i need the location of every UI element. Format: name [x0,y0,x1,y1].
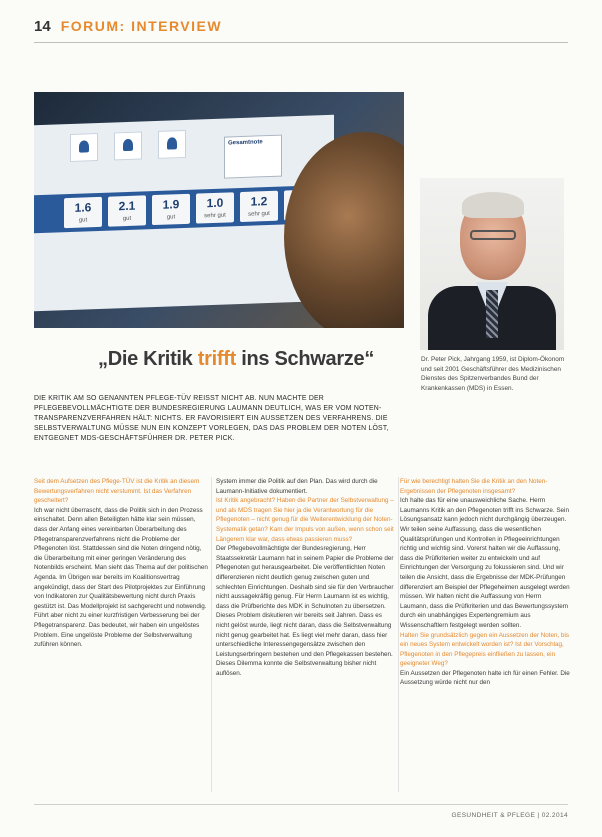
page-header [34,18,222,38]
grade-tile: 2.1 gut [108,195,146,226]
grade-tile: 1.9 gut [152,194,190,225]
portrait-caption: Dr. Peter Pick, Jahrgang 1959, ist Diplom-Ökonom und seit 2001 Geschäftsführer des Medizinischen Dienstes des Spitzenverbandes Bund der Krankenkassen (MDS) in Essen. [421,356,565,392]
footer-text: GESUNDHEIT & PFLEGE | 02.2014 [451,812,568,819]
person-icon [114,131,142,160]
article-title: „Die Kritik trifft ins Schwarze“ [98,348,375,370]
header-rule [34,42,568,43]
main-photo [34,92,404,328]
page-number: 14 [34,18,51,35]
text-column-1: Seit dem Aufsetzen des Pflege-TÜV ist die Kritik an diesem Bewertungsverfahren nicht verstummt. Ist das Verfahren gescheitert? Ich war nicht überrascht, dass die Politik sich in den Prozess einschaltet. Denn allen Beteiligten hätte klar sein müssen, dass der Anfang eines vereinbarten Überarbeitung des Pflegetransparenzverfahrens nicht die Probleme der Pflegenoten löst. Stattdessen sind die Noten dringend nötig, die Überarbeitung mit einer geringen Veränderung des Notenbilds erscheint. Man sieht das Thema auf der politischen Agenda. Im Übrigen war bereits im Koalitionsvertrag angekündigt, dass der Start des Pilotprojektes zur Einführung von Indikatoren zur Qualitätsbewertung nicht durch Praxis gestützt ist. Das Modellprojekt ist sachgerecht und notwendig. Führt aber nicht zu einer kurzfristigen Verbesserung bei der Pflegetransparenz. Das bedeutet, wir haben ein ungelöstes Problem. Eine ungelöste Probleme der Selbstverwaltung zuführen können. [34,478,208,649]
rating-popup: Gesamtnote [224,135,282,179]
text-column-2: System immer die Politik auf den Plan. Das wird durch die Laumann-Initiative dokumentiert. Ist Kritik angebracht? Haben die Partner der Selbstverwaltung – und als MDS tragen Sie hier ja die Verantwortung für die Pflegenoten – nicht genug für die Weiterentwicklung der Noten-Systematik getan? Kam der Impuls von außen, wenn schon seit Längerem klar war, dass etwas passieren muss? Der Pflegebevollmächtigte der Bundesregierung, Herr Staatssekretär Laumann hat in seinem Papier die Probleme der Pflegenoten gut herausgearbeitet. Die veröffentlichten Noten differenzieren nicht deutlich genug zwischen guten und schlechten Einrichtungen. Deshalb sind sie für den Verbraucher nicht aussagekräftig genug. Für Herrn Laumann ist es wichtig, dass die Prüfberichte des MDK in Schulnoten zu übersetzen. Dieses Problem diskutieren wir bereits seit Jahren. Dass es nicht gelöst wurde, liegt nicht daran, dass die Selbstverwaltung nicht genug gearbeitet hat. Es liegt viel mehr daran, dass hier unterschiedliche Interessengegensätze zwischen den Leistungserbringern bestehen und den Pflegekassen bestehen. Dieses Dilemma konnte die Selbstverwaltung bisher nicht auflösen. [216,478,394,677]
footer-rule [34,804,568,805]
lead-paragraph: DIE KRITIK AM SO GENANNTEN PFLEGE-TÜV REISST NICHT AB. NUN MACHTE DER PFLEGEBEVOLLMÄCHTIGTE DER BUNDESREGIERUNG LAUMANN DEUTLICH, WAS ER VOM NOTEN-TRANSPARENZVERFAHREN HÄLT: NICHTS. ER FAVORISIERT EIN AUSSETZEN DES VERFAHRENS. DIE SELBSTVERWALTUNG MÜSSE NUN EIN KONZEPT VORLEGEN, DAS DAS PROBLEM DER NOTEN LÖST, ENTGEGNET MDS-GESCHÄFTSFÜHRER DR. PETER PICK. [34,395,389,442]
house-icon [158,130,186,159]
text-column-3: Für wie berechtigt halten Sie die Kritik an den Noten-Ergebnissen der Pflegenoten insgesamt? Ich halte das für eine unausweichliche Sache. Herrn Laumanns Kritik an den Pflegenoten trifft ins Schwarze. Sein Lösungsansatz kann jedoch nicht durchgängig überzeugen. Wir teilen seine Auffassung, dass die wesentlichen Qualitätsprüfungen und Kontrollen in Pflegeeinrichtungen richtig und wichtig sind. Vorerst halten wir die Auffassung, dass die Prüfkriterien weiter zu entwickeln und auf Einrichtungen der Versorgung zu fokussieren sind. Und wir teilen die Ansicht, dass die Ergebnisse der MDK-Prüfungen differenziert am Beispiel der Pflegeheimen ausgelegt werden müssen. Wir halten nicht die Auffassung von Herrn Laumann, dass die Prüfkriterien und das Bewertungssystem durch ein unabhängiges Expertengremium aus Wissenschaftlern festgelegt werden sollten. Halten Sie grundsätzlich gegen ein Aussetzen der Noten, bis ein neues System entwickelt worden ist? Ist der Vorschlag, Pflegenoten in den Pflegepreis einfließen zu lassen, ein geeigneter Weg? Ein Aussetzen der Pflegenoten halte ich für einen Fehler. Die Aussetzung würde nicht nur den [400,478,570,687]
person-icon [70,133,98,162]
grade-tile: 1.0 sehr gut [196,192,234,223]
grade-tile: 1.2 sehr gut [240,191,278,222]
grade-tile: 1.6 gut [64,197,102,228]
section-title: FORUM: INTERVIEW [60,18,223,34]
portrait-photo [420,178,564,350]
